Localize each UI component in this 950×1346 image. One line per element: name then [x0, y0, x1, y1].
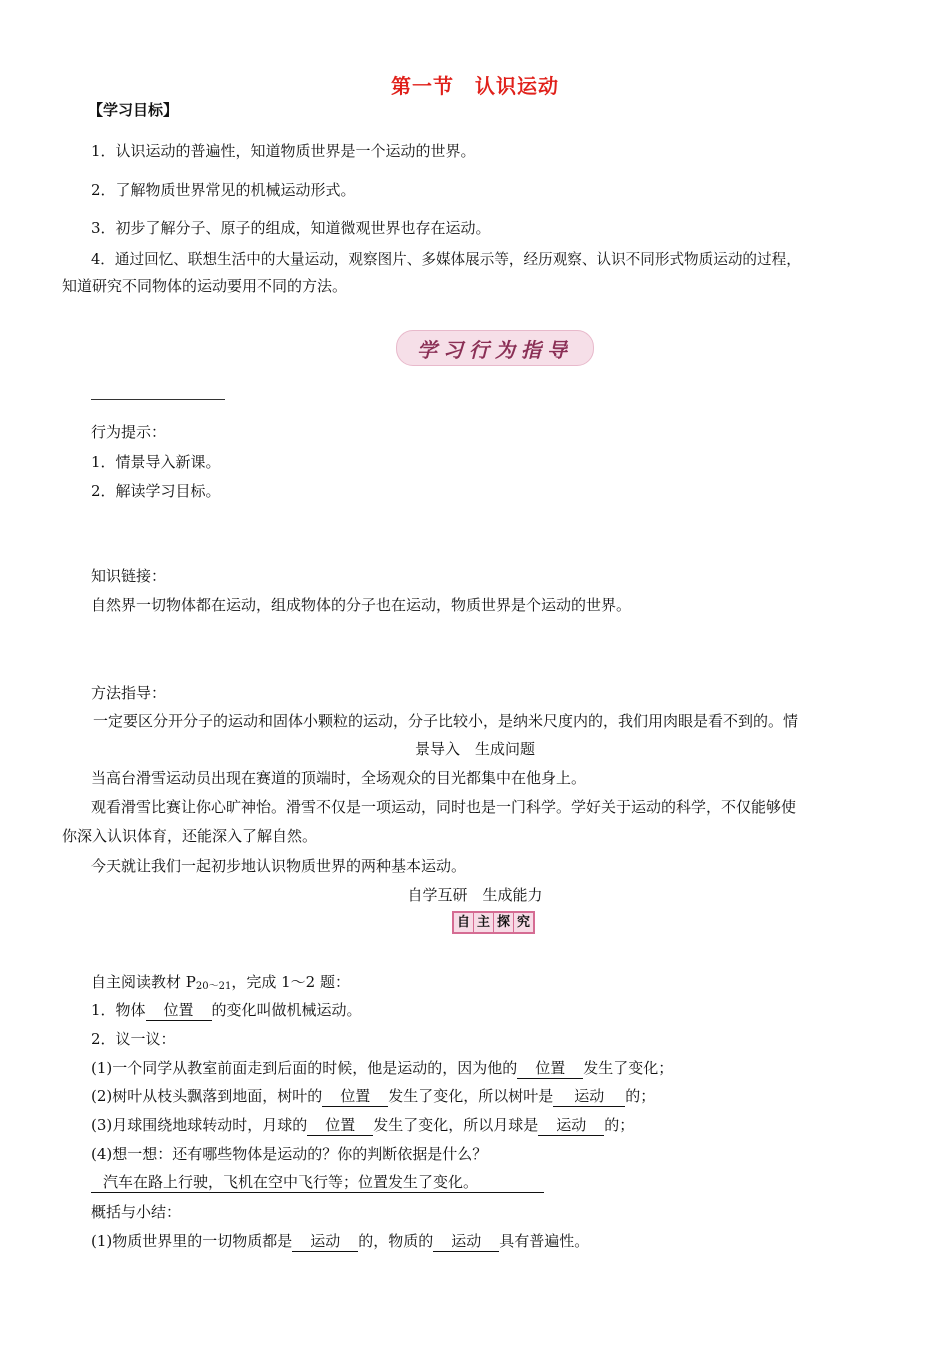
self-study-heading: 自学互研 生成能力	[407, 886, 543, 904]
page-title: 第一节 认识运动	[391, 74, 559, 98]
summary-item-1: (1)物质世界里的一切物质都是 运动 的，物质的 运动 具有普遍性。	[91, 1232, 590, 1250]
method-heading: 方法指导：	[91, 684, 167, 702]
intro-paragraph-1: 当高台滑雪运动员出现在赛道的顶端时，全场观众的目光都集中在他身上。	[91, 769, 587, 787]
answer-blank: 位置	[307, 1115, 373, 1136]
question-2-heading: 2．议一议：	[91, 1030, 176, 1048]
answer-blank: 位置	[517, 1058, 583, 1079]
objectives-heading: 【学习目标】	[88, 101, 179, 119]
question-2-1: (1)一个同学从教室前面走到后面的时候，他是运动的，因为他的 位置 发生了变化；	[91, 1059, 674, 1077]
answer-blank: 位置	[146, 1000, 212, 1021]
badge-char: 探	[494, 913, 514, 932]
summary-heading: 概括与小结：	[91, 1203, 182, 1221]
badge-char: 主	[474, 913, 494, 932]
objective-item-1: 1．认识运动的普遍性，知道物质世界是一个运动的世界。	[91, 142, 476, 160]
answer-blank: 运动	[553, 1086, 625, 1107]
answer-line: 汽车在路上行驶，飞机在空中飞行等；位置发生了变化。	[91, 1172, 544, 1193]
objective-item-4-cont: 知道研究不同物体的运动要用不同的方法。	[62, 277, 348, 295]
section-banner	[396, 330, 594, 366]
knowledge-heading: 知识链接：	[91, 567, 167, 585]
scene-intro-heading: 景导入 生成问题	[414, 740, 535, 758]
question-1: 1．物体 位置 的变化叫做机械运动。	[91, 1001, 362, 1019]
self-explore-badge	[452, 911, 535, 934]
answer-blank: 运动	[292, 1231, 358, 1252]
method-text: 一定要区分开分子的运动和固体小颗粒的运动，分子比较小，是纳米尺度内的，我们用肉眼是看不到的。情	[93, 712, 799, 730]
answer-blank: 位置	[322, 1086, 388, 1107]
question-2-4: (4)想一想：还有哪些物体是运动的？你的判断依据是什么？	[91, 1145, 488, 1163]
question-2-3: (3)月球围绕地球转动时，月球的 位置 发生了变化，所以月球是 运动 的；	[91, 1116, 635, 1134]
banner-text: 学习行为指导	[417, 337, 573, 362]
badge-char: 究	[516, 915, 530, 930]
divider-line	[91, 399, 225, 400]
answer-blank: 运动	[433, 1231, 499, 1252]
intro-paragraph-2-cont: 你深入认识体育，还能深入了解自然。	[62, 827, 318, 845]
question-2-2: (2)树叶从枝头飘落到地面，树叶的 位置 发生了变化，所以树叶是 运动 的；	[91, 1087, 656, 1105]
objective-item-2: 2．了解物质世界常见的机械运动形式。	[91, 181, 356, 199]
intro-paragraph-2: 观看滑雪比赛让你心旷神怡。滑雪不仅是一项运动，同时也是一门科学。学好关于运动的科学，不仅能够使	[91, 798, 797, 816]
behavior-item-1: 1．情景导入新课。	[91, 453, 221, 471]
behavior-heading: 行为提示：	[91, 423, 167, 441]
behavior-item-2: 2．解读学习目标。	[91, 482, 221, 500]
reading-instruction: 自主阅读教材 $P_{20\sim 21}$，完成 1～2 题：	[91, 973, 350, 992]
objective-item-4: 4．通过回忆、联想生活中的大量运动，观察图片、多媒体展示等，经历观察、认识不同形式物质运动的过程，	[91, 251, 801, 268]
intro-paragraph-3: 今天就让我们一起初步地认识物质世界的两种基本运动。	[91, 857, 467, 875]
badge-char: 自	[454, 913, 474, 932]
objective-item-3: 3．初步了解分子、原子的组成，知道微观世界也存在运动。	[91, 219, 491, 237]
answer-blank: 运动	[538, 1115, 604, 1136]
page-range: 20～21	[195, 981, 232, 992]
knowledge-text: 自然界一切物体都在运动，组成物体的分子也在运动，物质世界是个运动的世界。	[91, 596, 632, 614]
